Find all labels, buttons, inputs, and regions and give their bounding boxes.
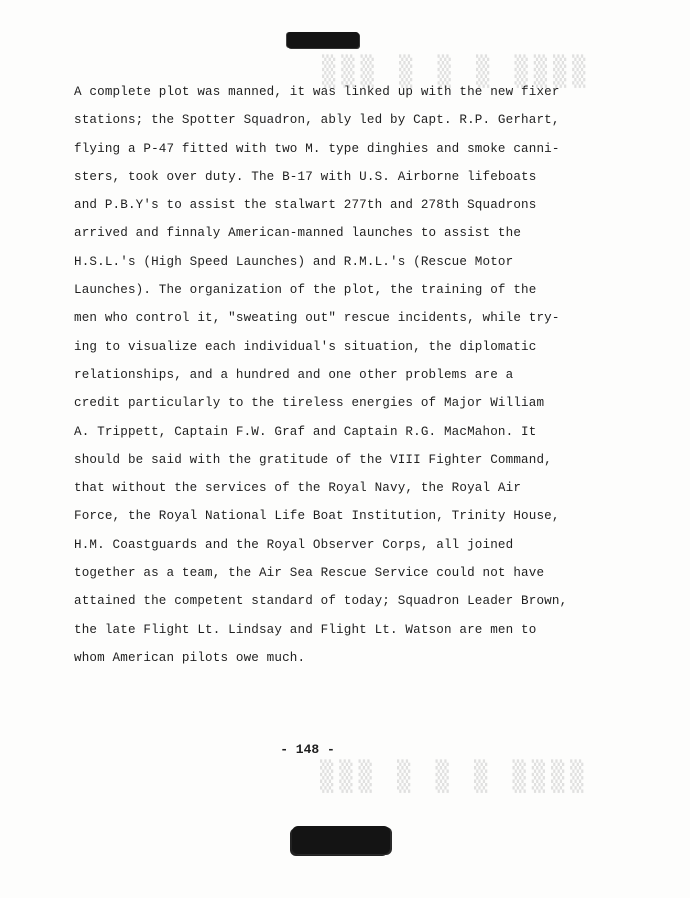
text-line: credit particularly to the tireless energies of Major William [74,396,545,411]
text-line: whom American pilots owe much. [74,650,306,665]
text-line: A. Trippett, Captain F.W. Graf and Captain R.G. MacMahon. It [74,424,537,439]
text-line: Launches). The organization of the plot, the training of the [74,283,537,298]
text-line: attained the competent standard of today; Squadron Leader Brown, [74,594,568,609]
text-line: ing to visualize each individual's situation, the diplomatic [74,339,537,354]
redacted-classification-stamp-bottom [292,826,390,854]
faded-stamp-top: ▒▒▒ ▒ ▒ ▒ ▒▒▒▒ [322,56,592,89]
text-line: should be said with the gratitude of the VIII Fighter Command, [74,452,552,467]
faded-stamp-bottom: ▒▒▒ ▒ ▒ ▒ ▒▒▒▒ [320,761,590,794]
text-line: Force, the Royal National Life Boat Institution, Trinity House, [74,509,560,524]
redacted-classification-stamp-top [287,32,359,48]
text-line: together as a team, the Air Sea Rescue Service could not have [74,566,545,581]
text-line: the late Flight Lt. Lindsay and Flight Lt. Watson are men to [74,622,537,637]
text-line: H.M. Coastguards and the Royal Observer Corps, all joined [74,537,514,552]
text-line: men who control it, "sweating out" rescue incidents, while try- [74,311,560,326]
body-paragraph [74,78,568,672]
text-line: flying a P-47 fitted with two M. type dinghies and smoke canni- [74,141,560,156]
text-line: that without the services of the Royal Navy, the Royal Air [74,481,522,496]
text-line: and P.B.Y's to assist the stalwart 277th and 278th Squadrons [74,198,537,213]
text-line: arrived and finnaly American-manned launches to assist the [74,226,522,241]
text-line: H.S.L.'s (High Speed Launches) and R.M.L.'s (Rescue Motor [74,254,514,269]
text-line: relationships, and a hundred and one other problems are a [74,367,514,382]
text-line: sters, took over duty. The B-17 with U.S. Airborne lifeboats [74,169,537,184]
page-number: - 148 - [280,742,335,757]
text-line: A complete plot was manned, it was linked up with the new fixer [74,85,560,99]
text-line: stations; the Spotter Squadron, ably led by Capt. R.P. Gerhart, [74,113,560,128]
